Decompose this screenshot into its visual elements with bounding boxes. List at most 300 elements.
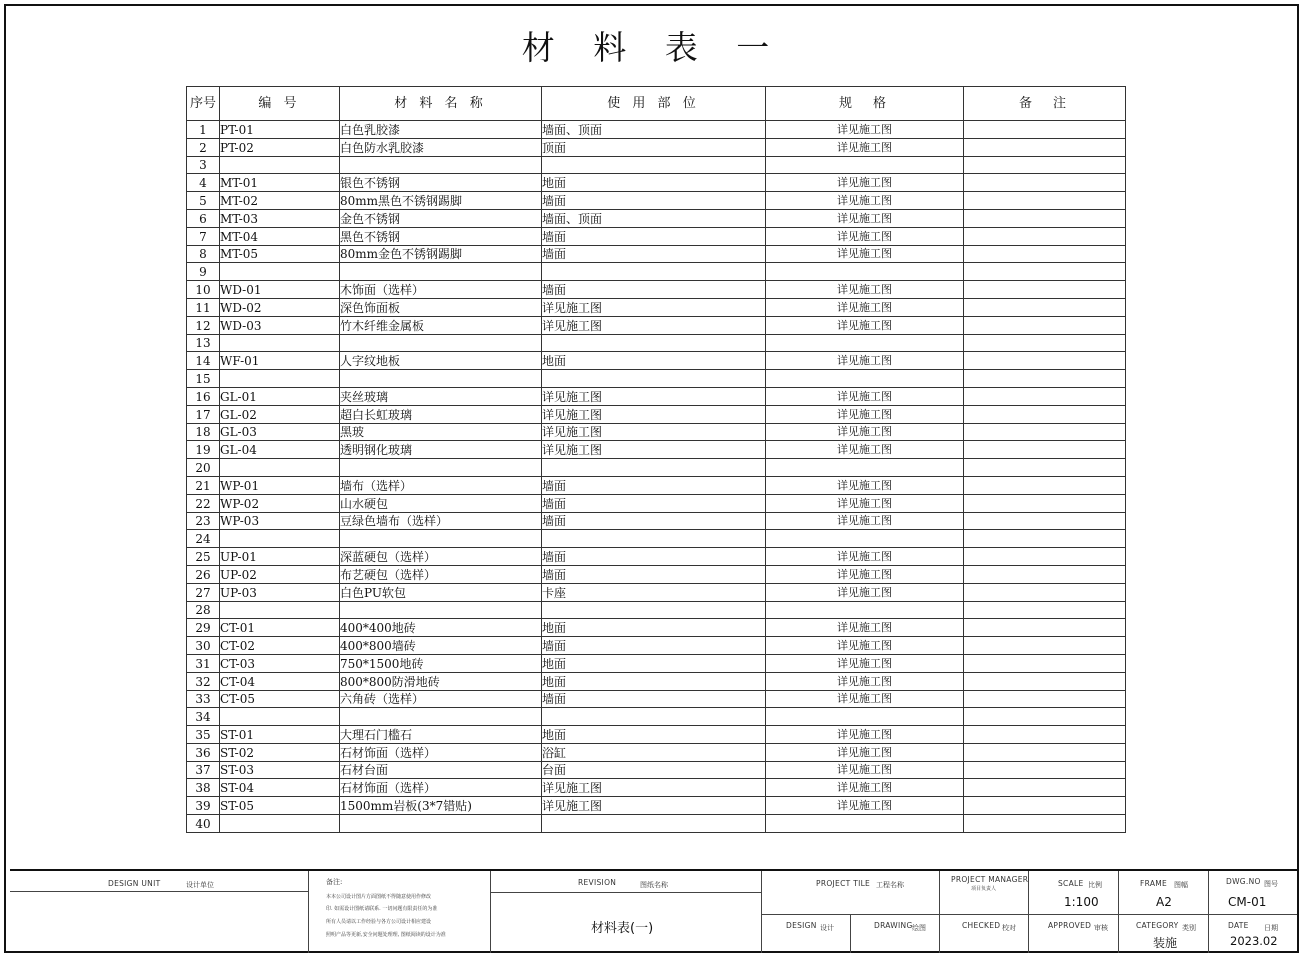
specification-cell: 详见施工图 [766,298,964,316]
sheet-title: 材 料 表 一 [521,28,784,67]
row-index-cell: 2 [187,138,220,156]
usage-location-cell: 详见施工图 [542,298,766,316]
approved-label: APPROVED [1048,921,1092,930]
material-name-cell [340,263,542,281]
material-code-cell: PT-01 [220,121,340,139]
material-name-cell [340,601,542,619]
material-code-cell: MT-03 [220,209,340,227]
table-row [187,512,1126,530]
scale-label-cn: 比例 [1088,881,1102,889]
material-name-cell: 白色防水乳胶漆 [340,138,542,156]
usage-location-cell: 墙面 [542,690,766,708]
remarks-cell [964,298,1126,316]
material-code-cell: WD-01 [220,281,340,299]
remarks-cell [964,192,1126,210]
design-unit-label-cn: 设计单位 [186,881,214,889]
material-code-cell: PT-02 [220,138,340,156]
material-name-cell [340,370,542,388]
date-value: 2023.02 [1230,934,1278,948]
remarks-cell [964,761,1126,779]
material-name-cell: 布艺硬包（选样） [340,565,542,583]
row-index-cell: 4 [187,174,220,192]
usage-location-cell [542,156,766,174]
remarks-cell [964,227,1126,245]
remarks-cell [964,708,1126,726]
material-code-cell: UP-01 [220,548,340,566]
project-manager-label-cn: 项目负责人 [971,886,997,892]
date-label: DATE [1228,921,1249,930]
title-block [10,869,1297,953]
material-name-cell: 石材饰面（选样） [340,779,542,797]
specification-cell [766,156,964,174]
row-index-cell: 1 [187,121,220,139]
table-row [187,405,1126,423]
specification-cell: 详见施工图 [766,512,964,530]
specification-cell [766,815,964,833]
category-label-cn: 类别 [1182,924,1196,932]
usage-location-cell: 地面 [542,654,766,672]
material-name-cell: 白色PU软包 [340,583,542,601]
table-row [187,281,1126,299]
specification-cell: 详见施工图 [766,565,964,583]
remarks-cell [964,441,1126,459]
remarks-cell [964,565,1126,583]
material-name-cell [340,530,542,548]
row-index-cell: 36 [187,743,220,761]
usage-location-cell: 浴缸 [542,743,766,761]
material-code-cell: CT-02 [220,637,340,655]
remarks-cell [964,654,1126,672]
remarks-cell [964,548,1126,566]
material-name-cell: 山水硬包 [340,494,542,512]
row-index-cell: 5 [187,192,220,210]
material-code-cell: WP-01 [220,476,340,494]
row-index-cell: 39 [187,797,220,815]
material-code-cell: GL-03 [220,423,340,441]
usage-location-cell: 墙面 [542,476,766,494]
row-index-cell: 3 [187,156,220,174]
table-row [187,156,1126,174]
remarks-cell [964,138,1126,156]
usage-location-cell [542,815,766,833]
design-label-cn: 设计 [820,924,834,932]
row-index-cell: 14 [187,352,220,370]
material-code-cell [220,815,340,833]
usage-location-cell: 墙面 [542,281,766,299]
table-row [187,743,1126,761]
remarks-cell [964,743,1126,761]
dwg-no-value: CM-01 [1228,895,1267,909]
remarks-cell [964,476,1126,494]
table-row [187,138,1126,156]
remarks-cell [964,387,1126,405]
specification-cell: 详见施工图 [766,797,964,815]
remarks-cell [964,405,1126,423]
usage-location-cell [542,370,766,388]
row-index-cell: 23 [187,512,220,530]
frame-label: FRAME [1140,879,1168,888]
material-code-cell: WP-03 [220,512,340,530]
remarks-cell [964,281,1126,299]
material-name-cell: 深蓝硬包（选样） [340,548,542,566]
material-name-cell: 深色饰面板 [340,298,542,316]
material-name-cell: 金色不锈钢 [340,209,542,227]
remarks-cell [964,423,1126,441]
table-row [187,672,1126,690]
table-row [187,192,1126,210]
table-row [187,298,1126,316]
remarks-cell [964,637,1126,655]
material-code-cell [220,601,340,619]
table-row [187,370,1126,388]
checked-label: CHECKED [962,921,1001,930]
drawing-label-cn: 绘图 [912,924,926,932]
row-index-cell: 40 [187,815,220,833]
specification-cell: 详见施工图 [766,405,964,423]
notes-label: 备注: [326,878,343,886]
material-name-cell: 竹木纤维金属板 [340,316,542,334]
table-row [187,352,1126,370]
revision-label: REVISION [578,878,617,887]
material-code-cell: WF-01 [220,352,340,370]
usage-location-cell: 详见施工图 [542,387,766,405]
table-row [187,797,1126,815]
specification-cell: 详见施工图 [766,227,964,245]
material-code-cell [220,530,340,548]
header-remarks: 备 注 [964,87,1126,121]
usage-location-cell: 墙面 [542,512,766,530]
material-name-cell [340,459,542,477]
material-code-cell: CT-04 [220,672,340,690]
row-index-cell: 20 [187,459,220,477]
specification-cell: 详见施工图 [766,726,964,744]
frame-label-cn: 图幅 [1174,881,1188,889]
specification-cell: 详见施工图 [766,548,964,566]
specification-cell: 详见施工图 [766,121,964,139]
material-name-cell: 400*400地砖 [340,619,542,637]
specification-cell [766,370,964,388]
remarks-cell [964,245,1126,263]
row-index-cell: 12 [187,316,220,334]
material-code-cell: WD-03 [220,316,340,334]
remarks-cell [964,209,1126,227]
usage-location-cell: 卡座 [542,583,766,601]
remarks-cell [964,672,1126,690]
row-index-cell: 21 [187,476,220,494]
usage-location-cell: 详见施工图 [542,797,766,815]
design-unit-label: DESIGN UNIT [108,879,161,888]
material-name-cell: 超白长虹玻璃 [340,405,542,423]
specification-cell: 详见施工图 [766,209,964,227]
material-code-cell: MT-05 [220,245,340,263]
material-code-cell: UP-02 [220,565,340,583]
material-code-cell: CT-05 [220,690,340,708]
remarks-cell [964,583,1126,601]
table-row [187,690,1126,708]
specification-cell: 详见施工图 [766,654,964,672]
specification-cell: 详见施工图 [766,138,964,156]
usage-location-cell [542,459,766,477]
material-name-cell [340,156,542,174]
row-index-cell: 7 [187,227,220,245]
specification-cell: 详见施工图 [766,174,964,192]
date-label-cn: 日期 [1264,924,1278,932]
table-row [187,708,1126,726]
remarks-cell [964,779,1126,797]
remarks-cell [964,174,1126,192]
usage-location-cell: 墙面 [542,227,766,245]
remarks-cell [964,370,1126,388]
material-code-cell: MT-01 [220,174,340,192]
material-name-cell: 1500mm岩板(3*7错贴) [340,797,542,815]
remarks-cell [964,263,1126,281]
material-name-cell: 豆绿色墙布（选样） [340,512,542,530]
material-name-cell: 石材饰面（选样） [340,743,542,761]
specification-cell: 详见施工图 [766,672,964,690]
material-name-cell: 银色不锈钢 [340,174,542,192]
material-code-cell: CT-03 [220,654,340,672]
remarks-cell [964,459,1126,477]
specification-cell: 详见施工图 [766,441,964,459]
header-code: 编 号 [220,87,340,121]
material-name-cell: 夹丝玻璃 [340,387,542,405]
specification-cell: 详见施工图 [766,637,964,655]
material-code-cell: ST-01 [220,726,340,744]
table-row [187,174,1126,192]
material-name-cell: 400*800墙砖 [340,637,542,655]
material-name-cell: 石材台面 [340,761,542,779]
remarks-cell [964,619,1126,637]
table-row [187,387,1126,405]
table-row [187,334,1126,352]
table-row [187,548,1126,566]
material-code-cell: ST-02 [220,743,340,761]
table-row [187,227,1126,245]
usage-location-cell: 地面 [542,352,766,370]
usage-location-cell: 地面 [542,726,766,744]
table-row [187,815,1126,833]
material-name-cell [340,334,542,352]
material-code-cell: ST-04 [220,779,340,797]
row-index-cell: 16 [187,387,220,405]
table-row [187,459,1126,477]
remarks-cell [964,316,1126,334]
remarks-cell [964,494,1126,512]
drawing-label: DRAWING [874,921,913,930]
row-index-cell: 35 [187,726,220,744]
checked-label-cn: 校对 [1002,924,1016,932]
usage-location-cell [542,334,766,352]
material-code-cell: GL-04 [220,441,340,459]
remarks-cell [964,156,1126,174]
design-label: DESIGN [786,921,817,930]
specification-cell: 详见施工图 [766,494,964,512]
remarks-cell [964,352,1126,370]
notes-line: 本本公司设计图片方面图纸不得随意使用作修改 [326,894,432,900]
material-name-cell: 大理石门槛石 [340,726,542,744]
specification-cell [766,263,964,281]
table-row [187,245,1126,263]
remarks-cell [964,334,1126,352]
table-row [187,209,1126,227]
table-row [187,654,1126,672]
material-name-cell: 墙布（选样） [340,476,542,494]
row-index-cell: 6 [187,209,220,227]
material-code-cell [220,708,340,726]
usage-location-cell: 墙面 [542,494,766,512]
usage-location-cell: 墙面 [542,565,766,583]
material-name-cell: 木饰面（选样） [340,281,542,299]
project-manager-label: PROJECT MANAGER [951,875,1029,884]
usage-location-cell: 详见施工图 [542,316,766,334]
row-index-cell: 24 [187,530,220,548]
notes-line: 照明产品等更新,安全问题处理理, 图纸阅读的设计为准 [326,932,446,938]
usage-location-cell: 墙面、顶面 [542,209,766,227]
revision-label-cn: 图纸名称 [640,881,668,889]
material-name-cell [340,815,542,833]
remarks-cell [964,797,1126,815]
dwg-no-label: DWG.NO [1226,877,1261,886]
frame-value: A2 [1156,895,1172,909]
material-name-cell: 人字纹地板 [340,352,542,370]
specification-cell: 详见施工图 [766,743,964,761]
specification-cell: 详见施工图 [766,245,964,263]
row-index-cell: 9 [187,263,220,281]
specification-cell: 详见施工图 [766,619,964,637]
usage-location-cell: 详见施工图 [542,441,766,459]
approved-label-cn: 审核 [1094,924,1108,932]
material-code-cell: MT-04 [220,227,340,245]
remarks-cell [964,726,1126,744]
drawing-name: 材料表(一) [591,921,654,936]
usage-location-cell: 墙面 [542,637,766,655]
usage-location-cell [542,601,766,619]
remarks-cell [964,690,1126,708]
table-row [187,601,1126,619]
remarks-cell [964,601,1126,619]
row-index-cell: 32 [187,672,220,690]
usage-location-cell [542,708,766,726]
material-code-cell [220,263,340,281]
usage-location-cell: 墙面 [542,192,766,210]
usage-location-cell: 详见施工图 [542,779,766,797]
usage-location-cell: 详见施工图 [542,405,766,423]
usage-location-cell: 地面 [542,619,766,637]
usage-location-cell: 地面 [542,174,766,192]
table-row [187,619,1126,637]
table-row [187,583,1126,601]
table-row [187,441,1126,459]
row-index-cell: 28 [187,601,220,619]
material-code-cell [220,156,340,174]
material-code-cell [220,334,340,352]
row-index-cell: 34 [187,708,220,726]
table-row [187,423,1126,441]
material-name-cell: 80mm黑色不锈钢踢脚 [340,192,542,210]
specification-cell [766,334,964,352]
specification-cell: 详见施工图 [766,761,964,779]
usage-location-cell: 墙面、顶面 [542,121,766,139]
material-name-cell: 750*1500地砖 [340,654,542,672]
specification-cell: 详见施工图 [766,281,964,299]
material-code-cell [220,459,340,477]
row-index-cell: 31 [187,654,220,672]
specification-cell: 详见施工图 [766,423,964,441]
header-material-name: 材 料 名 称 [340,87,542,121]
usage-location-cell: 详见施工图 [542,423,766,441]
usage-location-cell: 顶面 [542,138,766,156]
specification-cell: 详见施工图 [766,316,964,334]
remarks-cell [964,530,1126,548]
usage-location-cell [542,263,766,281]
specification-cell: 详见施工图 [766,387,964,405]
materials-table [186,86,1126,833]
table-header-row [187,87,1126,121]
row-index-cell: 29 [187,619,220,637]
specification-cell: 详见施工图 [766,583,964,601]
row-index-cell: 18 [187,423,220,441]
category-value: 装施 [1153,936,1178,950]
material-code-cell: GL-02 [220,405,340,423]
scale-label: SCALE [1058,879,1084,888]
table-row [187,565,1126,583]
material-code-cell: GL-01 [220,387,340,405]
row-index-cell: 8 [187,245,220,263]
notes-line: 印. 如需设计图纸请联系. 一切问题有限责任的为准 [326,906,438,912]
row-index-cell: 17 [187,405,220,423]
remarks-cell [964,512,1126,530]
specification-cell: 详见施工图 [766,476,964,494]
project-title-label-cn: 工程名称 [876,881,904,889]
material-code-cell: ST-03 [220,761,340,779]
table-row [187,726,1126,744]
table-row [187,530,1126,548]
material-name-cell: 80mm金色不锈钢踢脚 [340,245,542,263]
table-row [187,121,1126,139]
usage-location-cell: 地面 [542,672,766,690]
dwg-no-label-cn: 图号 [1264,880,1278,888]
material-name-cell [340,708,542,726]
row-index-cell: 26 [187,565,220,583]
row-index-cell: 15 [187,370,220,388]
table-row [187,779,1126,797]
header-index: 序号 [187,87,220,121]
specification-cell [766,459,964,477]
scale-value: 1:100 [1064,895,1099,909]
row-index-cell: 27 [187,583,220,601]
remarks-cell [964,121,1126,139]
header-usage-location: 使 用 部 位 [542,87,766,121]
specification-cell [766,708,964,726]
table-row [187,637,1126,655]
row-index-cell: 38 [187,779,220,797]
usage-location-cell: 台面 [542,761,766,779]
usage-location-cell: 墙面 [542,245,766,263]
material-name-cell: 黑色不锈钢 [340,227,542,245]
row-index-cell: 37 [187,761,220,779]
material-code-cell: WP-02 [220,494,340,512]
material-name-cell: 白色乳胶漆 [340,121,542,139]
row-index-cell: 25 [187,548,220,566]
material-code-cell: MT-02 [220,192,340,210]
specification-cell [766,530,964,548]
material-code-cell [220,370,340,388]
remarks-cell [964,815,1126,833]
row-index-cell: 19 [187,441,220,459]
material-code-cell: WD-02 [220,298,340,316]
row-index-cell: 10 [187,281,220,299]
row-index-cell: 11 [187,298,220,316]
